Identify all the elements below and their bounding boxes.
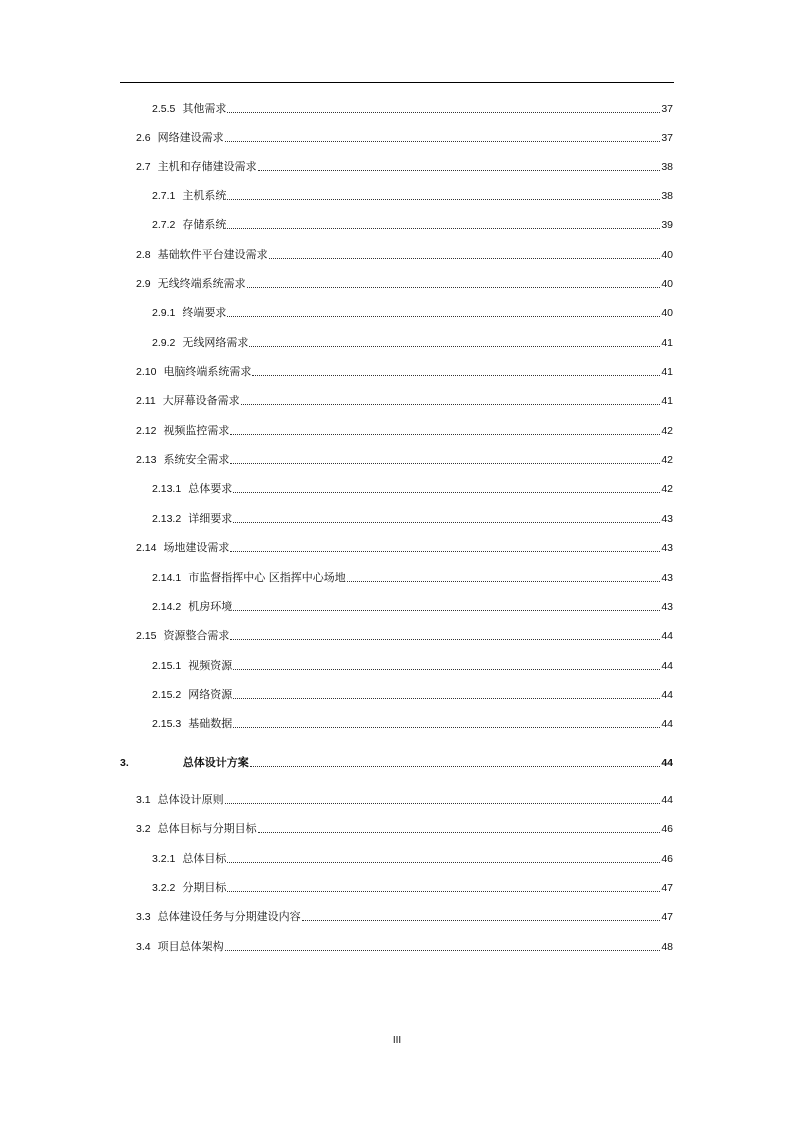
toc-entry[interactable]	[120, 754, 673, 770]
toc-leader-dots	[225, 141, 661, 142]
toc-entry-title: 终端要求	[182, 306, 227, 319]
toc-entry[interactable]	[136, 791, 673, 807]
toc-leader-dots	[233, 610, 660, 611]
toc-leader-dots	[227, 316, 660, 317]
toc-leader-dots	[227, 862, 660, 863]
toc-entry-title: 存储系统	[182, 218, 227, 231]
toc-leader-dots	[225, 950, 661, 951]
toc-entry[interactable]	[152, 100, 673, 116]
toc-entry-number: 3.	[120, 757, 129, 769]
toc-entry-number: 3.4	[136, 941, 151, 953]
toc-entry-title: 总体目标与分期目标	[157, 822, 257, 835]
toc-entry-page: 44	[661, 718, 673, 730]
toc-entry[interactable]	[152, 304, 673, 320]
toc-entry-page: 39	[661, 219, 673, 231]
toc-entry-page: 40	[661, 307, 673, 319]
toc-entry-number: 2.9	[136, 278, 151, 290]
toc-entry-number: 2.7.1	[152, 190, 176, 202]
toc-entry-page: 37	[661, 132, 673, 144]
toc-entry[interactable]	[152, 187, 673, 203]
toc-entry-number: 3.3	[136, 911, 151, 923]
toc-leader-dots	[233, 492, 660, 493]
page-number: III	[392, 1035, 402, 1046]
toc-entry-title: 其他需求	[182, 102, 227, 115]
toc-entry-page: 42	[661, 454, 673, 466]
toc-leader-dots	[227, 112, 660, 113]
toc-entry[interactable]	[152, 879, 673, 895]
toc-leader-dots	[227, 228, 660, 229]
toc-entry-title: 基础数据	[188, 717, 233, 730]
toc-leader-dots	[252, 375, 660, 376]
toc-entry-number: 2.14	[136, 542, 157, 554]
toc-entry[interactable]	[136, 129, 673, 145]
toc-entry-title: 资源整合需求	[163, 629, 230, 642]
toc-entry-title: 详细要求	[188, 512, 233, 525]
toc-entry[interactable]	[136, 627, 673, 643]
toc-entry-title: 视频资源	[188, 659, 233, 672]
toc-entry-page: 38	[661, 190, 673, 202]
toc-leader-dots	[227, 891, 660, 892]
toc-entry-number: 2.7.2	[152, 219, 176, 231]
toc-entry[interactable]	[152, 216, 673, 232]
toc-entry[interactable]	[136, 246, 673, 262]
toc-entry-number: 2.12	[136, 425, 157, 437]
toc-entry-title: 主机系统	[182, 189, 227, 202]
toc-entry-number: 3.2	[136, 823, 151, 835]
toc-entry-title: 场地建设需求	[163, 541, 230, 554]
toc-entry-page: 47	[661, 882, 673, 894]
toc-entry[interactable]	[136, 938, 673, 954]
toc-entry-page: 40	[661, 278, 673, 290]
toc-entry[interactable]	[152, 334, 673, 350]
toc-leader-dots	[241, 404, 661, 405]
toc-entry[interactable]	[152, 598, 673, 614]
toc-entry-page: 40	[661, 249, 673, 261]
toc-entry[interactable]	[136, 363, 673, 379]
toc-entry-number: 2.13	[136, 454, 157, 466]
toc-leader-dots	[269, 258, 661, 259]
toc-entry[interactable]	[152, 715, 673, 731]
toc-entry-title: 大屏幕设备需求	[162, 394, 240, 407]
toc-entry-title: 电脑终端系统需求	[163, 365, 252, 378]
toc-entry-page: 44	[661, 689, 673, 701]
toc-entry-page: 46	[661, 823, 673, 835]
toc-entry-number: 3.1	[136, 794, 151, 806]
toc-leader-dots	[347, 581, 661, 582]
toc-leader-dots	[233, 727, 660, 728]
toc-leader-dots	[258, 170, 661, 171]
toc-entry-title: 系统安全需求	[163, 453, 230, 466]
toc-entry-page: 48	[661, 941, 673, 953]
toc-entry-title: 主机和存储建设需求	[157, 160, 257, 173]
toc-entry-number: 2.6	[136, 132, 151, 144]
toc-entry-number: 2.10	[136, 366, 157, 378]
toc-entry[interactable]	[136, 422, 673, 438]
toc-entry-title: 总体设计原则	[157, 793, 224, 806]
toc-entry-page: 44	[661, 630, 673, 642]
toc-entry-page: 44	[661, 757, 673, 769]
toc-entry-title: 分期目标	[182, 881, 227, 894]
toc-entry[interactable]	[136, 908, 673, 924]
toc-entry[interactable]	[136, 392, 673, 408]
toc-entry-title: 总体设计方案	[182, 756, 249, 769]
toc-leader-dots	[230, 639, 660, 640]
toc-entry-number: 2.14.2	[152, 601, 182, 613]
toc-entry[interactable]	[136, 820, 673, 836]
toc-entry-number: 2.8	[136, 249, 151, 261]
toc-entry-title: 无线网络需求	[182, 336, 249, 349]
toc-entry-number: 2.13.2	[152, 513, 182, 525]
toc-entry-title: 无线终端系统需求	[157, 277, 246, 290]
toc-entry-number: 2.15	[136, 630, 157, 642]
toc-entry-number: 2.14.1	[152, 572, 182, 584]
toc-entry-title: 总体要求	[188, 482, 233, 495]
toc-entry-number: 2.11	[136, 395, 156, 407]
toc-entry-title: 视频监控需求	[163, 424, 230, 437]
toc-entry-page: 38	[661, 161, 673, 173]
toc-entry-page: 42	[661, 425, 673, 437]
toc-entry[interactable]	[152, 657, 673, 673]
toc-entry-page: 41	[661, 395, 673, 407]
toc-leader-dots	[258, 832, 661, 833]
toc-entry-page: 47	[661, 911, 673, 923]
toc-entry-title: 总体建设任务与分期建设内容	[157, 910, 301, 923]
toc-entry-page: 44	[661, 660, 673, 672]
toc-entry-title: 项目总体架构	[157, 940, 224, 953]
toc-entry-number: 2.5.5	[152, 103, 176, 115]
toc-leader-dots	[233, 669, 660, 670]
toc-leader-dots	[250, 766, 661, 767]
toc-entry-page: 41	[661, 337, 673, 349]
toc-entry-page: 44	[661, 794, 673, 806]
toc-entry[interactable]	[136, 158, 673, 174]
toc-entry-title: 市监督指挥中心 区指挥中心场地	[188, 571, 346, 584]
toc-leader-dots	[302, 920, 661, 921]
toc-entry-number: 3.2.2	[152, 882, 176, 894]
toc-entry[interactable]	[136, 451, 673, 467]
toc-entry[interactable]	[152, 850, 673, 866]
toc-entry-number: 2.15.3	[152, 718, 182, 730]
toc-leader-dots	[249, 346, 660, 347]
toc-entry-title: 机房环境	[188, 600, 233, 613]
toc-leader-dots	[227, 199, 660, 200]
toc-entry-title: 网络资源	[188, 688, 233, 701]
toc-leader-dots	[247, 287, 661, 288]
toc-entry-page: 46	[661, 853, 673, 865]
toc-leader-dots	[225, 803, 661, 804]
toc-entry-title: 总体目标	[182, 852, 227, 865]
toc-leader-dots	[230, 434, 660, 435]
toc-entry-page: 43	[661, 513, 673, 525]
toc-entry-title: 网络建设需求	[157, 131, 224, 144]
toc-entry-number: 3.2.1	[152, 853, 176, 865]
toc-entry-page: 43	[661, 601, 673, 613]
toc-entry[interactable]	[136, 275, 673, 291]
toc-entry-page: 42	[661, 483, 673, 495]
toc-entry[interactable]	[152, 686, 673, 702]
toc-entry-number: 2.9.2	[152, 337, 176, 349]
toc-entry-number: 2.9.1	[152, 307, 176, 319]
toc-leader-dots	[233, 522, 660, 523]
toc-entry-page: 43	[661, 542, 673, 554]
toc-leader-dots	[230, 551, 660, 552]
toc-entry-page: 43	[661, 572, 673, 584]
toc-entry[interactable]	[152, 510, 673, 526]
toc-entry-page: 37	[661, 103, 673, 115]
toc-entry[interactable]	[152, 569, 673, 585]
toc-entry-number: 2.13.1	[152, 483, 182, 495]
toc-leader-dots	[233, 698, 660, 699]
toc-entry-page: 41	[661, 366, 673, 378]
toc-entry-title: 基础软件平台建设需求	[157, 248, 268, 261]
toc-entry-number: 2.15.1	[152, 660, 182, 672]
toc-entry[interactable]	[152, 480, 673, 496]
toc-entry-number: 2.15.2	[152, 689, 182, 701]
toc-entry[interactable]	[136, 539, 673, 555]
toc-entry-number: 2.7	[136, 161, 151, 173]
toc-leader-dots	[230, 463, 660, 464]
